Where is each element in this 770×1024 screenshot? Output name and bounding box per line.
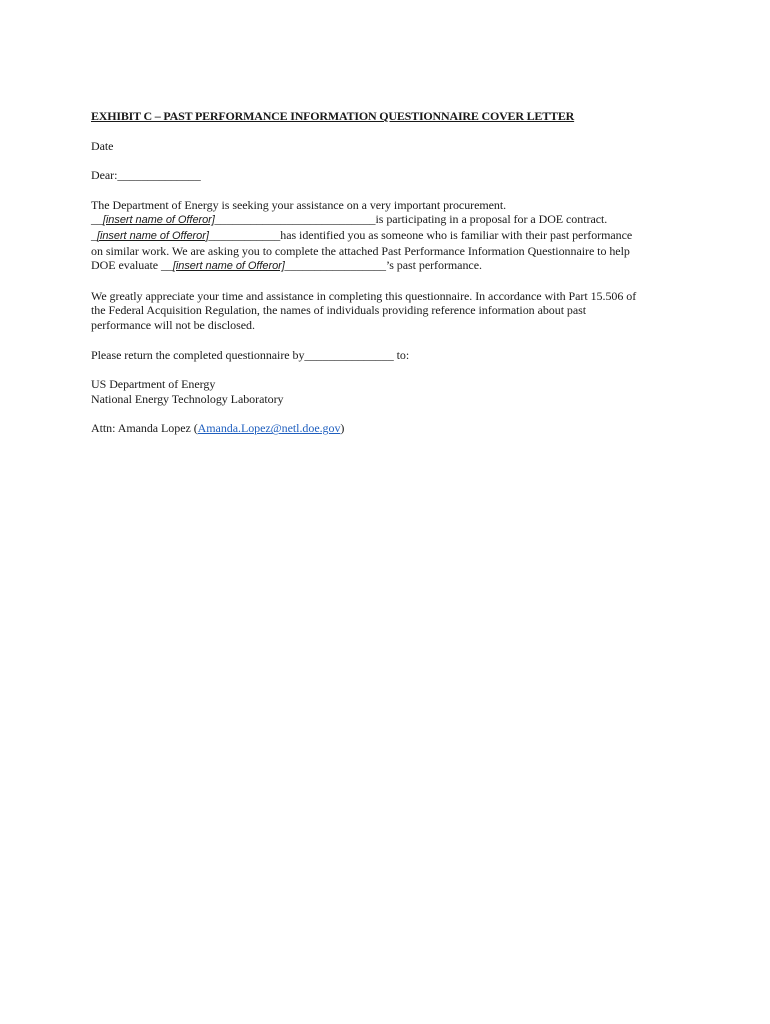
date-line: Date: [91, 138, 114, 153]
address-line-1: US Department of Energy: [91, 377, 216, 392]
attn-prefix: Attn: Amanda Lopez (: [91, 421, 198, 436]
intro-line-5: [91, 258, 691, 274]
intro-paragraph: [91, 198, 691, 274]
appreciation-line-2: the Federal Acquisition Regulation, the names of individuals providing reference information about past: [91, 303, 587, 318]
blank-line: ____________: [208, 227, 281, 242]
intro-line-5-prefix: DOE evaluate __: [91, 258, 173, 273]
email-link[interactable]: Amanda.Lopez@netl.doe.gov: [197, 421, 341, 436]
offeror-placeholder: [insert name of Offeror]: [172, 260, 285, 273]
address-block: [91, 377, 691, 406]
appreciation-paragraph: [91, 289, 691, 333]
intro-line-3-text: has identified you as someone who is familiar with their past performance: [280, 227, 633, 242]
exhibit-title: EXHIBIT C – PAST PERFORMANCE INFORMATION QUESTIONNAIRE COVER LETTER: [91, 109, 575, 123]
blank-prefix: __: [91, 212, 103, 227]
intro-line-5-text: ’s past performance.: [385, 258, 482, 273]
blank-line: _________________: [284, 258, 386, 273]
intro-line-2: [91, 212, 691, 228]
letter-body: [91, 109, 691, 451]
offeror-placeholder: [insert name of Offeror]: [96, 229, 209, 242]
intro-line-1: The Department of Energy is seeking your assistance on a very important procurement.: [91, 197, 507, 212]
blank-line: ___________________________: [214, 212, 376, 227]
attn-suffix: ): [340, 421, 345, 436]
appreciation-line-3: performance will not be disclosed.: [91, 317, 255, 332]
offeror-placeholder: [insert name of Offeror]: [102, 214, 215, 227]
return-instruction: Please return the completed questionnaire by_______________ to:: [91, 347, 410, 362]
address-line-2: National Energy Technology Laboratory: [91, 391, 284, 406]
blank-prefix: _: [91, 227, 97, 242]
intro-line-4: on similar work. We are asking you to complete the attached Past Performance Information Questionnaire to help: [91, 243, 630, 258]
intro-line-2-text: is participating in a proposal for a DOE contract.: [375, 212, 608, 227]
salutation: Dear:______________: [91, 168, 201, 183]
appreciation-line-1: We greatly appreciate your time and assistance in completing this questionnaire. In accordance with Part 15.506 of: [91, 288, 637, 303]
attention-line: [91, 421, 691, 436]
intro-line-3: [91, 228, 691, 244]
